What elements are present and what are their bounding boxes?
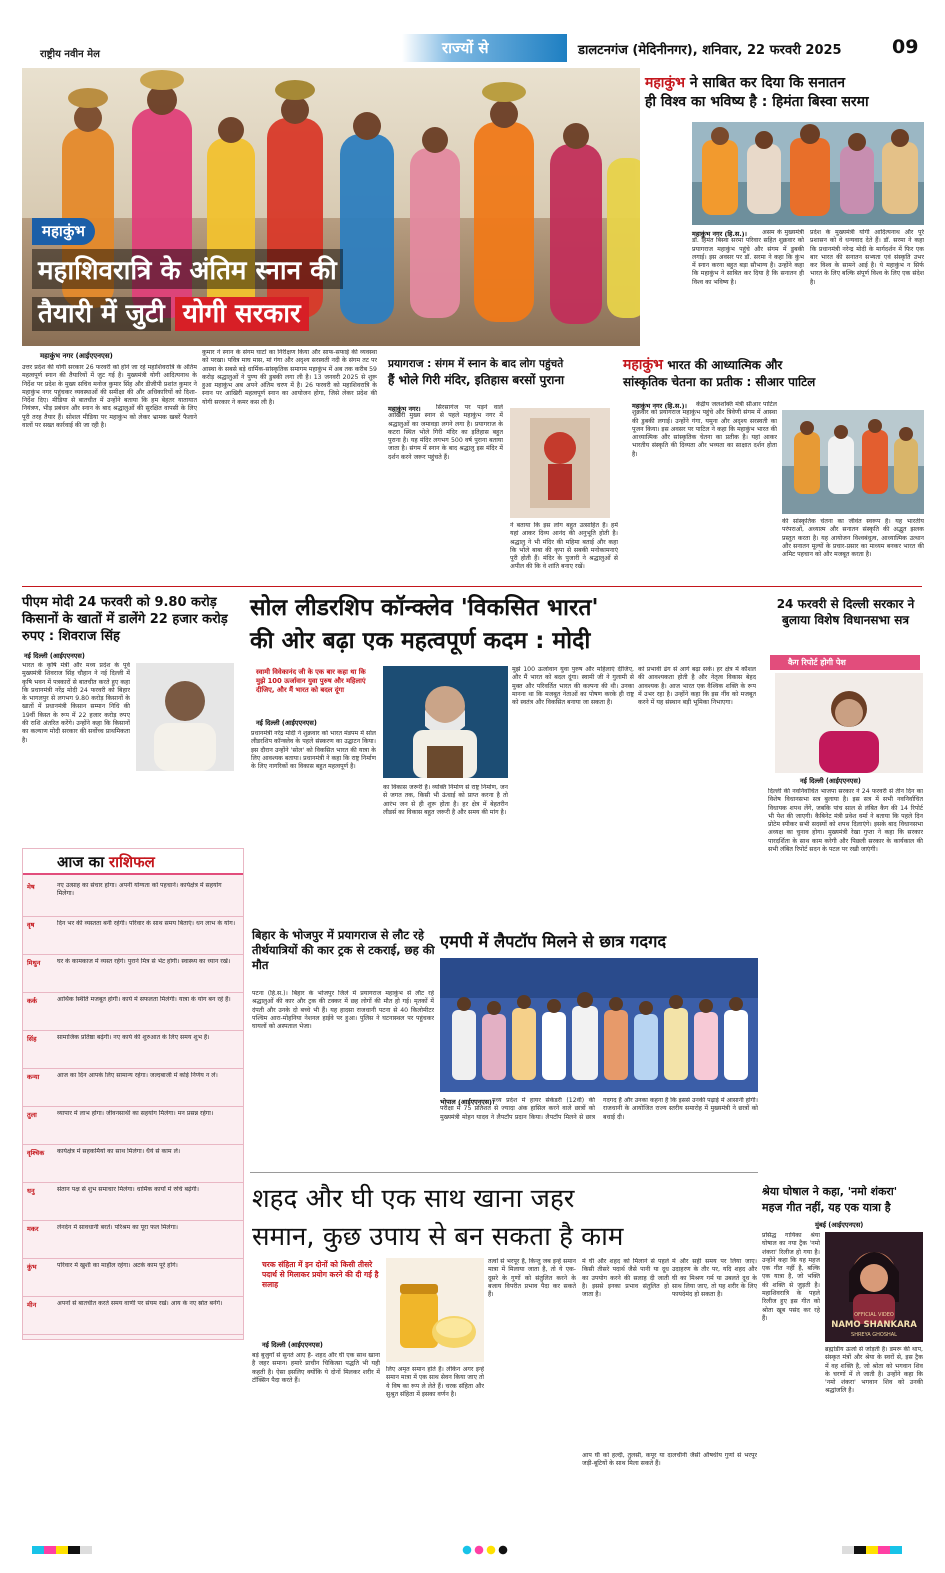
rashifal-title — [23, 849, 243, 875]
honey-photo — [386, 1258, 484, 1362]
rashifal-list — [23, 879, 243, 1335]
shreya-body-col2: ब्रह्मांडीय ऊर्जा से जोड़ती है। डमरू की थाप, संस्कृत मंत्रों और श्रेया के स्वरों से, इस ट्रैक में वह शक्ति है, जो श्रोता को भगवान शिव के चरणों में ले जाती है। उन्होंने कहा कि 'नमो शंकरा' भगवान शिव को उनकी श्रद्धांजलि है। — [825, 1346, 923, 1395]
delhi-body: दिल्ली की नवनिर्वाचित भाजपा सरकार ने 24 फरवरी से तीन दिन का विशेष विधानसभा सत्र बुलाया है। इस सत्र में सभी नवनिर्वाचित विधायक शपथ लेंगे, जबकि पांच साल से लंबित कैग की 14 रिपोर्ट भी पेश की जाएगी। कैबिनेट मंत्री प्रवेश वर्मा ने बताया कि पहले दिन प्रोटेम स्पीकर सभी सदस्यों को शपथ दिलाएंगे। इसके बाद विधानसभा अध्यक्ष का चुनाव होगा। मुख्यमंत्री रेखा गुप्ता ने कहा कि सरकार पारदर्शिता के साथ काम करेगी और पिछली सरकार के कार्यकाल की सभी लंबित रिपोर्ट सदन के पटल पर रखी जाएंगी। — [768, 788, 923, 854]
sangam-dip-image — [692, 122, 924, 225]
modi-pullquote: स्वामी विवेकानंद जी के एक बार कहा था कि मुझे 100 ऊर्जावान युवा पुरुष और महिलाएं दीजिए, और मैं भारत को बदल दूंगा — [256, 668, 366, 694]
kisan-dateline: नई दिल्ली (आईएएनएस) — [24, 652, 85, 660]
lead-headline-line2 — [32, 294, 309, 330]
rashi-sign-text: घर के कामकाज में व्यस्त रहेंगे। पुराने मित्र से भेंट होगी। स्वास्थ्य का ध्यान रखें। — [57, 958, 231, 965]
patil-dateline: महाकुंभ नगर (हि.स.)। — [632, 402, 687, 410]
shreya-headline-line2: महज गीत नहीं, यह एक यात्रा है — [762, 1201, 891, 1214]
rashifal-box — [22, 848, 244, 1340]
rashi-sign-name: तुला — [27, 1111, 37, 1119]
delhi-sub-banner: कैग रिपोर्ट होगी पेश — [770, 655, 920, 670]
rashifal-title-a: आज का — [57, 853, 105, 871]
shreya-body-col1: प्रसिद्ध गायिका श्रेया घोषाल का नया ट्रैक 'नमो शंकरा' रिलीज हो गया है। उन्होंने कहा कि यह महज एक गीत नहीं है, बल्कि एक यात्रा है, जो भक्ति की शक्ति से जुड़ती है। महाशिवरात्रि के पहले रिलीज हुए इस गीत को श्रोता खूब पसंद कर रहे हैं। — [762, 1232, 820, 1322]
color-bar-left — [32, 1546, 92, 1554]
divider-bottom-section — [250, 1172, 758, 1173]
bihar-body: पटना (हि.स.)। बिहार के भोजपुर जिले में प्रयागराज महाकुंभ से लौट रहे श्रद्धालुओं की कार और ट्रक की टक्कर में छह लोगों की मौत हो गई। मृतकों में दंपती और उनके दो बच्चे भी हैं। यह हादसा राजधानी पटना से 40 किलोमीटर पश्चिम आरा-मोहनिया नेशनल हाईवे पर हुआ। पुलिस ने घटनास्थल पर पहुंचकर घायलों को अस्पताल भेजा। — [252, 990, 434, 1031]
rashi-item — [23, 955, 243, 993]
bhole-body-col2: ने बताया कि इस लोग बहुत उत्साहित हैं। हमें यहां आकर दिव्य आनंद की अनुभूति होती है। श्रद्धालु ने भी मंदिर की महिमा बताई और कहा कि भोले बाबा की कृपा से सबकी मनोकामनाएं पूरी होती हैं। मंदिर के पुजारी ने श्रद्धालुओं से अपील की कि वे शांति बनाए रखें। — [510, 522, 618, 571]
divider-top-section — [22, 586, 922, 587]
modi-dateline: नई दिल्ली (आईएएनएस) — [256, 719, 317, 727]
modi-headline — [250, 592, 770, 658]
rashi-sign-name: कुंभ — [27, 1263, 37, 1271]
rashi-sign-name: कन्या — [27, 1073, 40, 1081]
rashi-sign-text: अपनों से बातचीत करते समय वाणी पर संयम रखें। आय के नए स्रोत बनेंगे। — [57, 1300, 223, 1307]
rashi-sign-name: मीन — [27, 1301, 37, 1309]
color-dots-center — [462, 1545, 512, 1555]
patil-photo — [782, 410, 924, 514]
poster-text-3: SHREYA GHOSHAL — [851, 1332, 897, 1338]
rashi-sign-text: व्यापार में लाभ होगा। जीवनसाथी का सहयोग मिलेगा। मन प्रसन्न रहेगा। — [57, 1110, 214, 1117]
patil-body-col2: की सांस्कृतिक चेतना का जीवंत स्वरूप है। यह भारतीय परंपराओं, अध्यात्म और सनातन संस्कृति की अद्भुत झलक प्रस्तुत करता है। यह आयोजन विश्वबंधुत्व, आध्यात्मिक उत्थान और सनातन मूल्यों के प्रचार-प्रसार का माध्यम बनकर भारत की अमिट पहचान को और मजबूत करता है। — [782, 518, 924, 559]
himanta-dateline: महाकुंभ नगर (हि.स.)। — [692, 230, 747, 238]
patil-body-col1: केंद्रीय जलशक्ति मंत्री सीआर पाटिल शुक्रवार को प्रयागराज महाकुंभ पहुंचे और त्रिवेणी संगम में आस्था की डुबकी लगाई। उन्होंने गंगा, यमुना और अदृश्य सरस्वती का पूजन किया। इस अवसर पर पाटिल ने कहा कि महाकुंभ भारत की आध्यात्मिक और सांस्कृतिक चेतना का प्रतीक है। यहां आकर भारतीय संस्कृति की दिव्यता और भव्यता का साक्षात दर्शन होता है। — [632, 401, 777, 458]
rashi-sign-text: कार्यक्षेत्र में सहकर्मियों का साथ मिलेगा। धैर्य से काम लें। — [57, 1148, 181, 1155]
rashi-sign-text: नए उत्साह का संचार होगा। अपनी योग्यता को पहचानें। कार्यक्षेत्र में सहयोग मिलेगा। — [57, 882, 222, 897]
himanta-photo — [692, 122, 924, 225]
rashi-sign-name: वृश्चिक — [27, 1149, 45, 1157]
lead-body-col2: कुमार ने स्नान के संगम घाटों का निरीक्षण किया और साफ-सफाई की व्यवस्था को परखा। पवित्र माघ मास, मां गंगा और अदृश्य सरस्वती नदी के संगम तट पर आस्था के सबसे बड़े धार्मिक-सांस्कृतिक समागम महाकुंभ में अब तक करीब 59 करोड़ श्रद्धालुओं ने पुण्य की डुबकी लगा ली है। 13 जनवरी 2025 से शुरू हुआ महाकुंभ अब अपने अंतिम चरण में है। 26 फरवरी को महाशिवरात्रि के स्नान पर आखिरी महत्वपूर्ण स्नान का आयोजन होगा, जिसे लेकर प्रदेश की योगी सरकार ने कमर कस ली है। — [202, 349, 377, 406]
footer-marks — [22, 1544, 922, 1556]
shreya-headline-line1: श्रेया घोषाल ने कहा, 'नमो शंकरा' — [762, 1185, 898, 1198]
modi-photo — [383, 666, 508, 778]
poster-text-1: OFFICIAL VIDEO — [854, 1312, 894, 1318]
modi-speech-image — [383, 666, 508, 778]
patil-headline-line2: सांस्कृतिक चेतना का प्रतीक : सीआर पाटिल — [623, 375, 816, 389]
honey-body-col2: लिए अमृत समान होते हैं। लेकिन अगर इन्हें समान मात्रा में एक साथ सेवन किया जाए तो ये विष का रूप ले लेते हैं। चरक संहिता और सुश्रुत संहिता में इसका वर्णन है। — [386, 1366, 484, 1398]
shivraj-portrait-image — [136, 663, 234, 771]
rashi-item — [23, 879, 243, 917]
brand-logo: राष्ट्रीय नवीन मेल — [40, 49, 100, 60]
honey-headline-line2: समान, कुछ उपाय से बन सकता है काम — [252, 1222, 624, 1252]
rashi-sign-name: वृष — [27, 921, 35, 929]
honey-body-col6: आप घी को हल्दी, तुलसी, कपूर या दालचीनी जैसी औषधीय गुणों से भरपूर जड़ी-बूटियों के साथ मिला सकते हैं। — [582, 1452, 757, 1468]
himanta-body-col2: प्रदेश के मुख्यमंत्री योगी आदित्यनाथ और पूरे प्रशासन को वे धन्यवाद देते हैं। डॉ. सरमा ने कहा कि प्रधानमंत्री नरेन्द्र मोदी के मार्गदर्शन में फिर एक बार भारत की सनातन सभ्यता एवं संस्कृति उभर कर विश्व के सामने आई है। ये महाकुंभ न सिर्फ भारत के लिए बल्कि संपूर्ण विश्व के लिए एक संदेश है। — [810, 229, 924, 286]
rashi-item — [23, 1107, 243, 1145]
patil-headline-line1: भारत की आध्यात्मिक और — [667, 358, 783, 372]
rashi-item — [23, 1145, 243, 1183]
honey-body-col4: में घी और शहद को मिलाने से पहले किसी तीसरे पदार्थ जैसे पानी या दूध का उपयोग करने की सलाह दी जाती है। इससे इनका प्रभाव संतुलित हो जाता है। — [582, 1258, 669, 1299]
laptop-headline: एमपी में लैपटॉप मिलने से छात्र गदगद — [440, 932, 667, 951]
himanta-headline — [645, 74, 925, 112]
kisan-photo — [136, 663, 234, 771]
poster-text-2: NAMO SHANKARA — [831, 1320, 917, 1330]
shreya-dateline: मुंबई (आईएएनएस) — [815, 1221, 864, 1229]
students-laptop-image — [440, 958, 758, 1092]
lead-dateline: महाकुंभ नगर (आईएएनएस) — [40, 352, 113, 360]
rashi-sign-text: आज का दिन आपके लिए सामान्य रहेगा। जल्दबाजी में कोई निर्णय न लें। — [57, 1072, 218, 1079]
rashi-item — [23, 917, 243, 955]
rashi-item — [23, 993, 243, 1031]
bhole-headline-line1: प्रयागराज : संगम में स्नान के बाद लोग पहुंचते — [388, 358, 564, 370]
himanta-kicker: महाकुंभ — [645, 75, 686, 91]
modi-headline-line2: की ओर बढ़ा एक महत्वपूर्ण कदम : मोदी — [250, 628, 591, 654]
modi-headline-line1: सोल लीडरशिप कॉन्क्लेव 'विकसित भारत' — [250, 595, 599, 621]
modi-body-col1: प्रधानमंत्री नरेंद्र मोदी ने शुक्रवार को भारत मंडपम में सोल लीडरशिप कॉन्क्लेव के पहले संस्करण का उद्घाटन किया। इस दौरान उन्होंने 'सोल' को विकसित भारत की यात्रा के लिए आवश्यक बताया। प्रधानमंत्री ने कहा कि राष्ट्र निर्माण के लिए नागरिकों का विकास बहुत महत्वपूर्ण है। — [251, 730, 376, 771]
rashi-sign-name: कर्क — [27, 997, 37, 1005]
rashi-item — [23, 1031, 243, 1069]
rekha-gupta-image — [775, 673, 923, 773]
bhole-headline-line2: हैं भोले गिरी मंदिर, इतिहास बरसों पुराना — [388, 373, 565, 387]
bhole-headline — [388, 357, 620, 388]
rashi-item — [23, 1259, 243, 1297]
honey-headline-line1: शहद और घी एक साथ खाना जहर — [252, 1184, 575, 1214]
laptop-dateline: भोपाल (आईएएनएस)। — [440, 1098, 495, 1106]
rashi-sign-name: धनु — [27, 1187, 35, 1195]
lead-headline-line2-b: योगी सरकार — [175, 297, 309, 331]
rashi-sign-text: सामाजिक प्रतिष्ठा बढ़ेगी। नए कार्य की शुरुआत के लिए समय शुभ है। — [57, 1034, 210, 1041]
shreya-poster — [825, 1232, 923, 1342]
temple-idol-image — [510, 408, 610, 518]
laptop-body: मध्य प्रदेश में हायर सेकेंडरी (12वीं) की परीक्षा में 75 प्रतिशत से ज्यादा अंक हासिल करने वाले छात्रों को मुख्यमंत्री मोहन यादव ने लैपटॉप प्रदान किया। लैपटॉप मिलने से छात्र गदगद हैं और उनका कहना है कि इससे उनकी पढ़ाई में आसानी होगी। राजधानी के आयोजित राज्य स्तरीय समारोह में मुख्यमंत्री ने छात्रों को बधाई दी। — [440, 1097, 758, 1121]
kisan-body: भारत के कृषि मंत्री और मध्य प्रदेश के पूर्व मुख्यमंत्री शिवराज सिंह चौहान ने नई दिल्ली में कृषि भवन में पत्रकारों से बातचीत करते हुए कहा कि प्रधानमंत्री नरेंद्र मोदी 24 फरवरी को बिहार के भागलपुर से लगभग 9.80 करोड़ किसानों के खातों में प्रधानमंत्री किसान सम्मान निधि की 19वीं किस्त के रूप में 22 हजार करोड़ रुपए की राशि अंतरित करेंगे। उन्होंने कहा कि किसानों का कल्याण मोदी सरकार की सर्वोच्च प्राथमिकता है। — [22, 662, 130, 744]
rashifal-title-b: राशिफल — [109, 853, 155, 871]
modi-body-col2: का विकास जरूरी है। व्यक्ति निर्माण से राष्ट्र निर्माण, जन से जगत तक, किसी भी ऊंचाई को प्राप्त करना है तो आरंभ जन से ही शुरू होता है। हर क्षेत्र में बेहतरीन लीडर्स का विकास बहुत जरूरी है और समय की मांग है। — [383, 784, 508, 816]
himanta-headline-line2: ही विश्व का भविष्य है : हिमंता बिस्वा सरमा — [645, 94, 869, 110]
rashi-sign-text: लेनदेन में सावधानी बरतें। परिश्रम का पूरा फल मिलेगा। — [57, 1224, 179, 1231]
patil-sangam-image — [782, 410, 924, 514]
bihar-headline: बिहार के भोजपुर में प्रयागराज से लौट रहे तीर्थयात्रियों की कार ट्रक से टकराई, छह की मौत — [252, 928, 435, 972]
rashi-sign-text: दिन भर की व्यस्तता बनी रहेगी। परिवार के साथ समय बिताएं। धन लाभ के योग। — [57, 920, 236, 927]
delhi-headline: 24 फरवरी से दिल्ली सरकार ने बुलाया विशेष विधानसभा सत्र — [776, 597, 915, 627]
lead-photo — [22, 68, 640, 346]
delhi-photo — [775, 673, 923, 773]
patil-kicker: महाकुंभ — [623, 357, 664, 373]
masthead — [22, 30, 922, 70]
rashi-item — [23, 1183, 243, 1221]
modi-body-col4: को प्रभावी ढंग से आगे बढ़ा सकें। हर क्षेत्र में कौशल की आवश्यकता होती है और नेतृत्व विकास बेहद आवश्यक है। आज भारत एक वैश्विक शक्ति के रूप में उभर रहा है। उन्होंने कहा कि इस नींव को मजबूत करने में यह संस्थान बड़ी भूमिका निभाएगा। — [638, 666, 756, 707]
color-bar-right — [842, 1546, 902, 1554]
lead-body-col1: उत्तर प्रदेश की योगी सरकार 26 फरवरी को होने जा रहे महाशिवरात्रि के अंतिम महत्वपूर्ण स्नान की तैयारियों में जुट गई है। मुख्यमंत्री योगी आदित्यनाथ के निर्देश पर प्रदेश के मुख्य सचिव मनोज कुमार सिंह और डीजीपी प्रशांत कुमार ने महाकुंभ नगर पहुंचकर व्यवस्थाओं की समीक्षा की और अधिकारियों को दिशा-निर्देश दिए। मीडिया से बातचीत में उन्होंने बताया कि हम बेहतर यातायात नियंत्रण, भीड़ प्रबंधन और स्नान के बाद श्रद्धालुओं की सुरक्षित वापसी के लिए पूरी तरह तैयार हैं। सोशल मीडिया पर महाकुंभ को लेकर भ्रामक खबरें फैलाने वालों पर सख्त कार्रवाई की जा रही है। — [22, 364, 197, 430]
honey-ghee-image — [386, 1258, 484, 1362]
patil-headline — [623, 357, 923, 391]
shreya-headline — [762, 1184, 922, 1216]
lead-headline-line1: महाशिवरात्रि के अंतिम स्नान की — [32, 249, 343, 289]
rashi-item — [23, 1069, 243, 1107]
section-title: राज्यों से — [442, 39, 489, 57]
rashi-sign-name: मेष — [27, 883, 35, 891]
himanta-headline-line1: ने साबित कर दिया कि सनातन — [689, 75, 846, 91]
rashi-sign-text: आर्थिक स्थिति मजबूत होगी। कार्य में सफलता मिलेगी। यात्रा के योग बन रहे हैं। — [57, 996, 231, 1003]
lead-kicker: महाकुंभ — [32, 218, 95, 245]
honey-headline — [252, 1180, 757, 1256]
honey-dateline: नई दिल्ली (आईएएनएस) — [262, 1341, 323, 1349]
rashi-item — [23, 1221, 243, 1259]
bhole-photo — [510, 408, 610, 518]
lead-headline-line2-a: तैयारी में जुटी — [32, 297, 171, 331]
rashi-sign-name: मकर — [27, 1225, 39, 1233]
honey-pullquote: चरक संहिता में इन दोनों को किसी तीसरे पदार्थ से मिलाकर प्रयोग करने की दी गई है सलाह — [262, 1260, 379, 1289]
rashi-item — [23, 1297, 243, 1335]
bhole-dateline: महाकुंभ नगर। — [388, 405, 421, 413]
rashi-sign-text: संतान पक्ष से शुभ समाचार मिलेगा। धार्मिक कार्यों में रुचि बढ़ेगी। — [57, 1186, 199, 1193]
delhi-dateline: नई दिल्ली (आईएएनएस) — [800, 777, 861, 785]
kisan-headline: पीएम मोदी 24 फरवरी को 9.80 करोड़ किसानों के खातों में डालेंगे 22 हजार करोड़ रुपए : शिवराज सिंह — [22, 595, 228, 644]
modi-body-col3: मुझे 100 ऊर्जावान युवा पुरुष और महिलाएं दीजिए, और मैं भारत को बदल दूंगा। स्वामी जी ने गुलामी से मुक्त और परिवर्तित भारत की कल्पना की थी। उनका मानना था कि मजबूत नेताओं का पोषण करके ही राष्ट्र को स्वतंत्र और विकसित बनाया जा सकता है। — [512, 666, 634, 707]
honey-body-col5: में और सही समय पर लिया जाए। उदाहरण के तौर पर, यदि शहद और घी का मिश्रण गर्म या उबलते दूध के साथ लिया जाए, तो यह शरीर के लिए फायदेमंद हो सकता है। — [672, 1258, 757, 1299]
bhole-body-col1: सिरसागंज पर पड़ने वाले आखिरी मुख्य स्नान से पहले महाकुंभ नगर में श्रद्धालुओं का जमावड़ा लगने लगा है। प्रयागराज के कटरा स्थित भोले गिरी मंदिर का इतिहास बहुत पुराना है। यह मंदिर लगभग 500 वर्ष पुराना बताया जाता है। संगम में स्नान के बाद श्रद्धालु इस मंदिर में दर्शन करने जरूर पहुंचते हैं। — [388, 404, 503, 461]
rashi-sign-text: परिवार में खुशी का माहौल रहेगा। अटके काम पूरे होंगे। — [57, 1262, 178, 1269]
honey-body-col1: बड़े बुजुर्गों से सुनते आए हैं- शहद और घी एक साथ खाना है जहर समान। हमारे प्राचीन चिकित्सा पद्धति भी यही कहती है। ऐसा इसलिए क्योंकि ये दोनों मिलकर शरीर में टॉक्सिन पैदा करते हैं। — [252, 1352, 380, 1384]
dateline: डालटनगंज (मेदिनीनगर), शनिवार, 22 फरवरी 2025 — [578, 43, 842, 58]
rashi-sign-name: सिंह — [27, 1035, 37, 1043]
laptop-photo — [440, 958, 758, 1092]
himanta-body-col1: असम के मुख्यमंत्री डॉ. हिमंत बिस्वा सरमा परिवार सहित शुक्रवार को प्रयागराज महाकुंभ पहुंचे और संगम में डुबकी लगाई। इस अवसर पर डॉ. सरमा ने कहा कि कुंभ में स्नान करना बहुत बड़ा सौभाग्य है। उन्होंने कहा कि महाकुंभ ने साबित कर दिया है कि सनातन ही विश्व का भविष्य है। — [692, 229, 804, 286]
page-number: 09 — [892, 36, 919, 58]
rashi-sign-name: मिथुन — [27, 959, 41, 967]
honey-body-col3: तत्वों से भरपूर हैं, किन्तु जब इन्हें समान मात्रा में मिलाया जाता है, तो ये एक-दूसरे के गुणों को संतुलित करने के बजाय विपरीत प्रभाव पैदा कर सकते हैं। — [488, 1258, 576, 1299]
